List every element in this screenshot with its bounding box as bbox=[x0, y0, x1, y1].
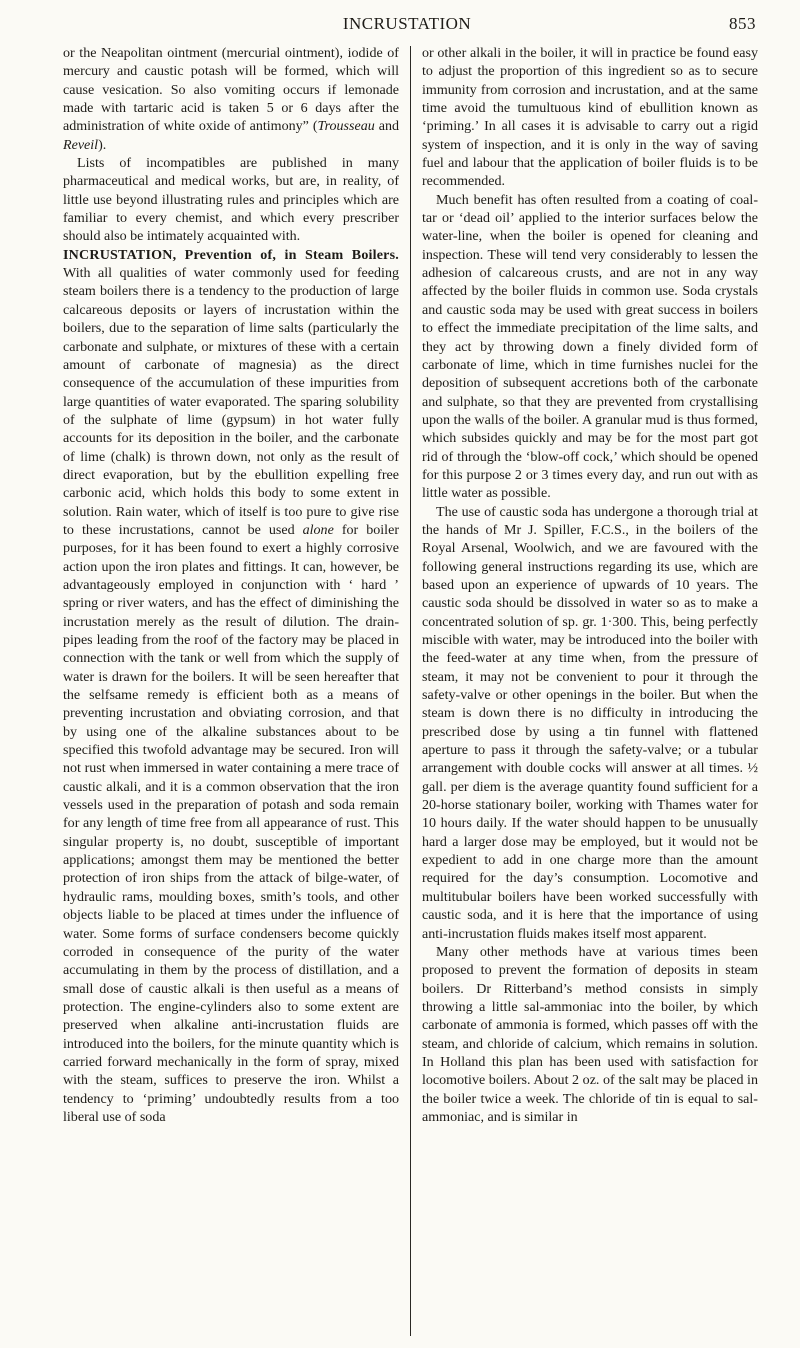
paragraph-text: With all qualities of water commonly used for feeding steam boilers there is a tendency to the production of large calcareous deposits or layers of incrustation within the boilers, due to the separation of lime salts (particularly the carbonate and sulphate, or mixtures of these with a certain amount of carbonate of magnesia) as the direct consequence of the accumulation of these impurities from large quantities of water evaporated. The sparing solubility of the sulphate of lime (gypsum) in hot water fully accounts for its deposition in the boiler, and the carbonate of lime (chalk) is thrown down, not only as the result of direct evaporation, but by the ebullition expelling free carbonic acid, which holds this body to some extent in solution. Rain water, which of itself is too pure to give rise to these incrustations, cannot be used bbox=[63, 265, 399, 538]
running-head: INCRUSTATION bbox=[342, 14, 472, 33]
emphasis: alone bbox=[302, 521, 334, 538]
page-header bbox=[58, 14, 756, 38]
paragraph-text: and bbox=[374, 118, 399, 135]
column-divider bbox=[410, 46, 411, 1336]
entry-paragraph bbox=[63, 246, 399, 1127]
right-column bbox=[422, 44, 758, 1334]
paragraph: Many other methods have at various times been proposed to prevent the formation of deposits in steam boilers. Dr Ritterband’s method consists in simply throwing a little sal-ammoniac into the boiler, by which carbonate of ammonia is formed, which passes off with the steam, and chloride of calcium, which remains in solution. In Holland this plan has been used with satisfaction for locomotive boilers. About 2 oz. of the salt may be placed in the boiler twice a week. The chloride of tin is equal to sal-ammoniac, and is similar in bbox=[422, 943, 758, 1125]
left-column bbox=[63, 44, 399, 1334]
citation: Reveil bbox=[63, 136, 99, 153]
citation: Trousseau bbox=[317, 118, 375, 135]
paragraph: Much benefit has often resulted from a coating of coal-tar or ‘dead oil’ applied to the interior surfaces below the water-line, when the boiler is opened for cleaning and inspection. These will tend very considerably to lessen the adhesion of calcareous crusts, and are not in any way affected by the boiler fluids in common use. Soda crystals and caustic soda may be used with great success in boilers to effect the immediate precipitation of the lime salts, and they act by throwing down a finely divided form of carbonate of lime, which in time furnishes nuclei for the deposition of subsequent accretions both of the carbonate and sulphate, so that they are prevented from crystallising upon the walls of the boiler. A granular mud is thus formed, which subsides quickly and may be for the most part got rid of through the ‘blow-off cock,’ which should be opened for this purpose 2 or 3 times every day, and run out with as little water as possible. bbox=[422, 191, 758, 502]
page-number: 853 bbox=[729, 14, 756, 33]
paragraph-text: or the Neapolitan ointment (mercurial ointment), iodide of mercury and caustic potash will be formed, which will cause vesication. So also vomiting occurs if lemonade made with tartaric acid is taken 5 or 6 days after the administration of white oxide of antimony” ( bbox=[63, 45, 399, 135]
paragraph: or other alkali in the boiler, it will in practice be found easy to adjust the proportion of this ingredient so as to secure immunity from corrosion and incrustation, and at the same time avoid the tumultuous kind of ebullition known as ‘priming.’ In all cases it is advisable to carry out a rigid system of inspection, and it is only in the way of saving fuel and labour that the application of boiler fluids is to be recommended. bbox=[422, 45, 758, 190]
paragraph bbox=[63, 44, 399, 154]
paragraph-text: ). bbox=[98, 136, 107, 153]
text-columns bbox=[63, 44, 758, 1334]
paragraph-text: for boiler purposes, for it has been found to exert a highly corrosive action upon the iron plates and fittings. It can, however, be advantageously employed in conjunction with ‘ hard ’ spring or river waters, and has the effect of diminishing the incrustation merely as the result of dilution. The drain-pipes leading from the roof of the factory may be placed in connection with the tank or well from which the supply of water is drawn for the boilers. It will be seen hereafter that the selfsame remedy is efficient both as a means of preventing incrustation and obviating corrosion, and that by using one of the alkaline substances about to be specified this twofold advantage may be secured. Iron will not rust when immersed in water containing a mere trace of caustic alkali, and it is a common observation that the iron vessels used in the preparation of potash and soda remain for any length of time free from all appearance of rust. This singular property is, no doubt, susceptible of important applications; amongst them may be mentioned the better protection of iron ships from the attack of bilge-water, of hydraulic rams, moulding boxes, smith’s tools, and other objects liable to be placed at times under the influence of water. Some forms of surface condensers become quickly corroded in consequence of the purity of the water accumulating in them by the process of distillation, and a small dose of caustic alkali is then useful as a means of protection. The engine-cylinders also to some extent are preserved when alkaline anti-incrustation fluids are introduced into the boilers, for the minute quantity which is carried forward mechanically in the form of spray, mixed with the steam, suffices to preserve the iron. Whilst a tendency to ‘priming’ undoubtedly results from a too liberal use of soda bbox=[63, 521, 399, 1125]
paragraph: The use of caustic soda has undergone a thorough trial at the hands of Mr J. Spiller, F.C.S., in the boilers of the Royal Arsenal, Woolwich, and we are favoured with the following general instructions regarding its use, which are based upon an experience of upwards of 10 years. The caustic soda should be dissolved in water so as to make a concentrated solution of sp. gr. 1·300. This, being perfectly miscible with water, may be introduced into the boiler with the feed-water at any time when, from the pressure of steam, it may not be convenient to pour it through the safety-valve or other openings in the boiler. But when the steam is down there is no difficulty in introducing the prescribed dose by using a tin funnel with flattened aperture to pass it through the safety-valve; or a tubular arrangement with double cocks will answer at all times. ½ gall. per diem is the average quantity found sufficient for a 20-horse stationary boiler, working with Thames water for 10 hours daily. If the water should happen to be unusually hard a larger dose may be employed, but it would not be expedient to add in one charge more than the amount required for the day’s consumption. Locomotive and multitubular boilers have been worked successfully with caustic soda, and it is here that the importance of using anti-incrustation fluids makes itself most apparent. bbox=[422, 503, 758, 942]
entry-heading: INCRUSTATION, Prevention of, in Steam Boilers. bbox=[63, 246, 399, 263]
paragraph: Lists of incompatibles are published in many pharmaceutical and medical works, but are, in reality, of little use beyond illustrating rules and principles which are familiar to every chemist, and which every prescriber should also be intimately acquainted with. bbox=[63, 155, 399, 245]
